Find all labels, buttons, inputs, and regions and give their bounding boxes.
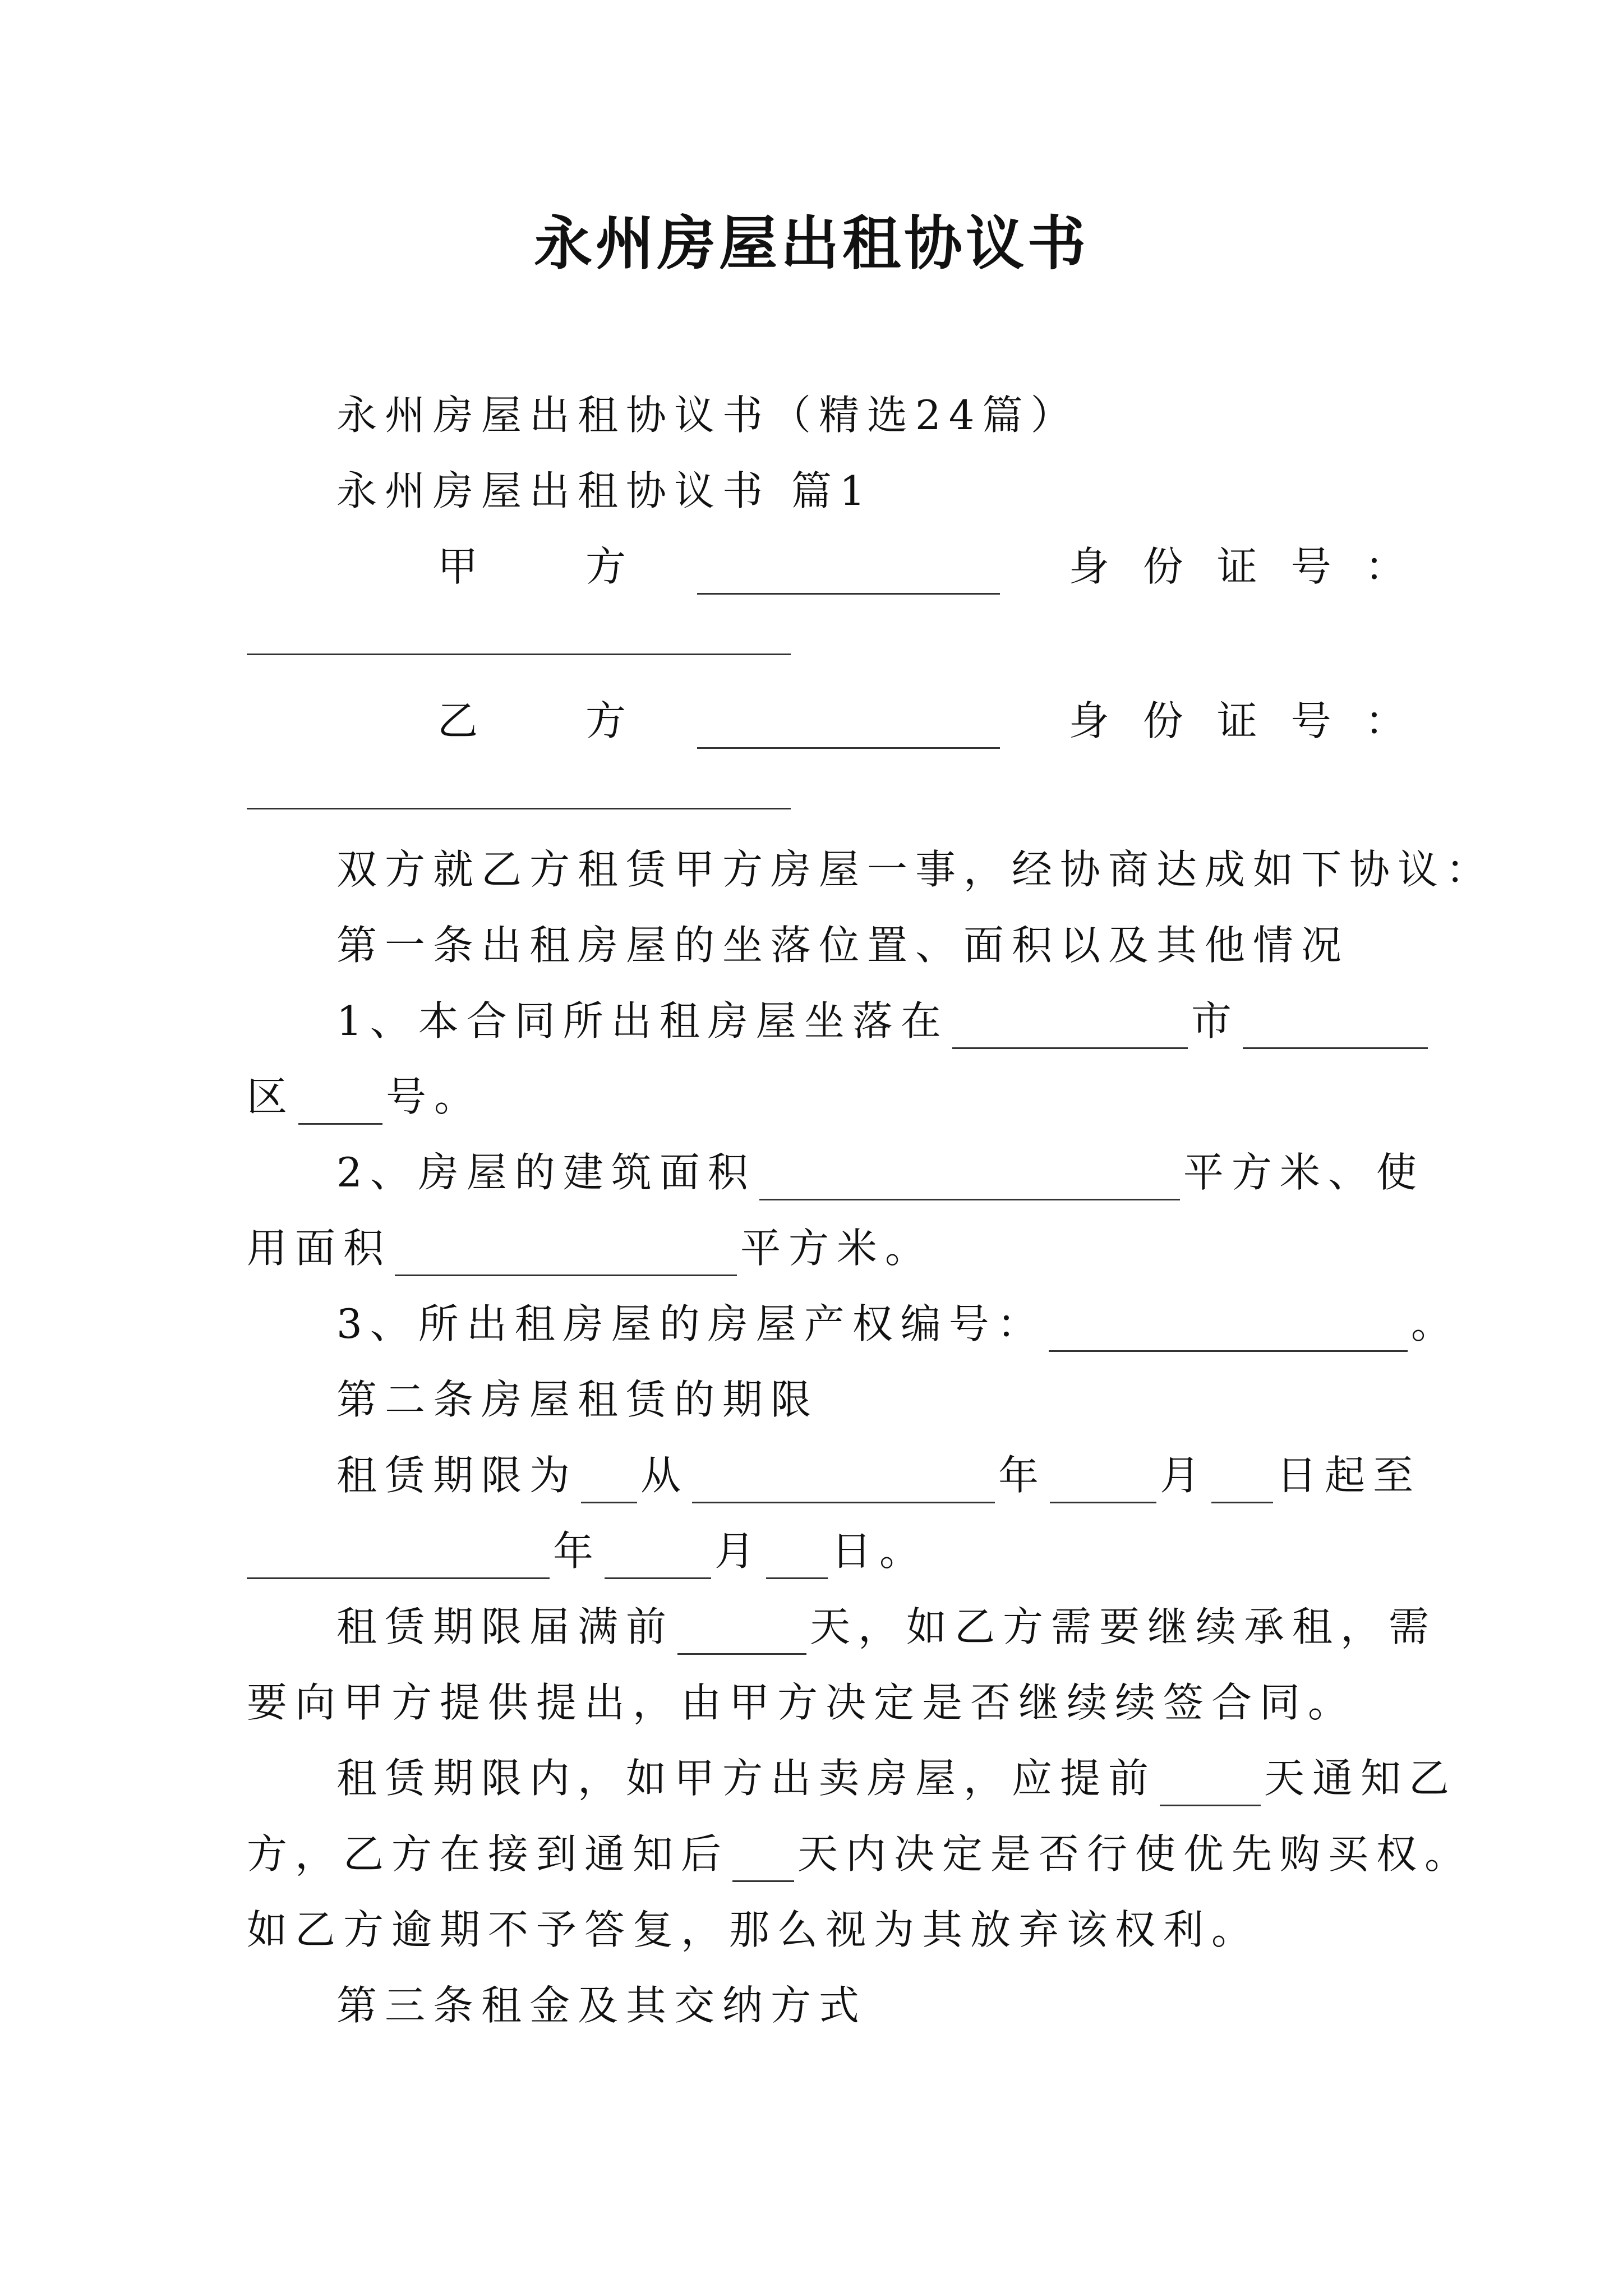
renew-line-cont: 要向甲方提供提出，由甲方决定是否继续续签合同。 <box>247 1679 1357 1726</box>
article-1-item-2-cont <box>247 1220 1380 1276</box>
party-b-name-blank <box>697 710 1000 749</box>
item2-text-c: 用面积 <box>247 1225 392 1272</box>
party-a-label: 甲 方 <box>437 543 660 590</box>
term-text-g: 月 <box>714 1527 763 1575</box>
item1-text-b: 市 <box>1191 997 1239 1045</box>
term-text-f: 年 <box>553 1527 602 1575</box>
article-3-title: 第三条租金及其交纳方式 <box>336 1982 868 2029</box>
renew-days-blank <box>677 1616 806 1655</box>
article-2-title: 第二条房屋租赁的期限 <box>336 1376 819 1423</box>
intro-paragraph: 双方就乙方租赁甲方房屋一事，经协商达成如下协议： <box>336 846 1495 893</box>
term-text-e: 日起至 <box>1276 1452 1422 1499</box>
start-day-blank <box>1211 1465 1273 1503</box>
subtitle: 永州房屋出租协议书（精选24篇） <box>336 392 1079 439</box>
renew-text-b: 天，如乙方需要继续承租，需 <box>810 1603 1437 1650</box>
term-line-cont <box>247 1523 1380 1579</box>
usable-area-blank <box>395 1237 737 1276</box>
end-month-blank <box>605 1540 711 1579</box>
item3-text-a: 3、所出租房屋的房屋产权编号： <box>336 1300 1045 1347</box>
article-1-title: 第一条出租房屋的坐落位置、面积以及其他情况 <box>336 922 1350 969</box>
item2-text-b: 平方米、使 <box>1183 1149 1424 1196</box>
item1-text-c: 区 <box>247 1073 296 1120</box>
city-blank <box>952 1010 1188 1049</box>
term-text-d: 月 <box>1160 1452 1209 1499</box>
article-1-item-2 <box>336 1144 1469 1200</box>
article-1-item-3 <box>336 1296 1469 1352</box>
article-1-item-1-cont <box>247 1069 1380 1125</box>
party-a-name-blank <box>697 556 1000 595</box>
term-line <box>336 1447 1469 1503</box>
term-text-a: 租赁期限为 <box>336 1452 578 1499</box>
item2-text-a: 2、房屋的建筑面积 <box>336 1149 756 1196</box>
item1-text-a: 1、本合同所出租房屋坐落在 <box>336 997 949 1045</box>
party-b-id-blank <box>247 808 791 809</box>
building-area-blank <box>759 1162 1180 1200</box>
party-a-id-blank <box>247 654 791 655</box>
sell-line-cont <box>247 1826 1473 1882</box>
number-blank <box>298 1086 382 1125</box>
notice-days-blank <box>1160 1768 1261 1806</box>
party-b-label: 乙 方 <box>437 697 660 744</box>
sell-text-d: 天内决定是否行使优先购买权。 <box>797 1830 1473 1878</box>
start-month-blank <box>1050 1465 1156 1503</box>
item1-text-d: 号。 <box>386 1073 483 1120</box>
renew-line <box>336 1599 1469 1655</box>
section-heading: 永州房屋出租协议书 篇1 <box>336 467 873 514</box>
district-blank <box>1243 1010 1428 1049</box>
end-year-blank <box>247 1540 550 1579</box>
sell-line-cont-2: 如乙方逾期不予答复，那么视为其放弃该权利。 <box>247 1906 1260 1953</box>
renew-text-a: 租赁期限届满前 <box>336 1603 675 1650</box>
term-text-c: 年 <box>998 1452 1047 1499</box>
property-number-blank <box>1049 1313 1408 1352</box>
article-1-item-1 <box>336 993 1469 1049</box>
term-text-h: 日。 <box>831 1527 928 1575</box>
term-text-b: 从 <box>640 1452 689 1499</box>
party-b-id-label: 身份证号： <box>1068 697 1439 744</box>
decision-days-blank <box>732 1843 794 1882</box>
sell-line <box>336 1750 1469 1806</box>
party-b-line <box>437 693 1439 749</box>
sell-text-c: 方，乙方在接到通知后 <box>247 1830 730 1878</box>
term-blank-1 <box>581 1465 637 1503</box>
party-a-line <box>437 539 1439 595</box>
start-year-blank <box>692 1465 995 1503</box>
sell-text-a: 租赁期限内，如甲方出卖房屋，应提前 <box>336 1755 1157 1802</box>
party-a-id-label: 身份证号： <box>1068 543 1439 590</box>
document-title: 永州房屋出租协议书 <box>533 209 1089 278</box>
item2-text-d: 平方米。 <box>740 1225 934 1272</box>
end-day-blank <box>766 1540 828 1579</box>
sell-text-b: 天通知乙 <box>1264 1755 1458 1802</box>
item3-text-b: 。 <box>1410 1300 1459 1347</box>
